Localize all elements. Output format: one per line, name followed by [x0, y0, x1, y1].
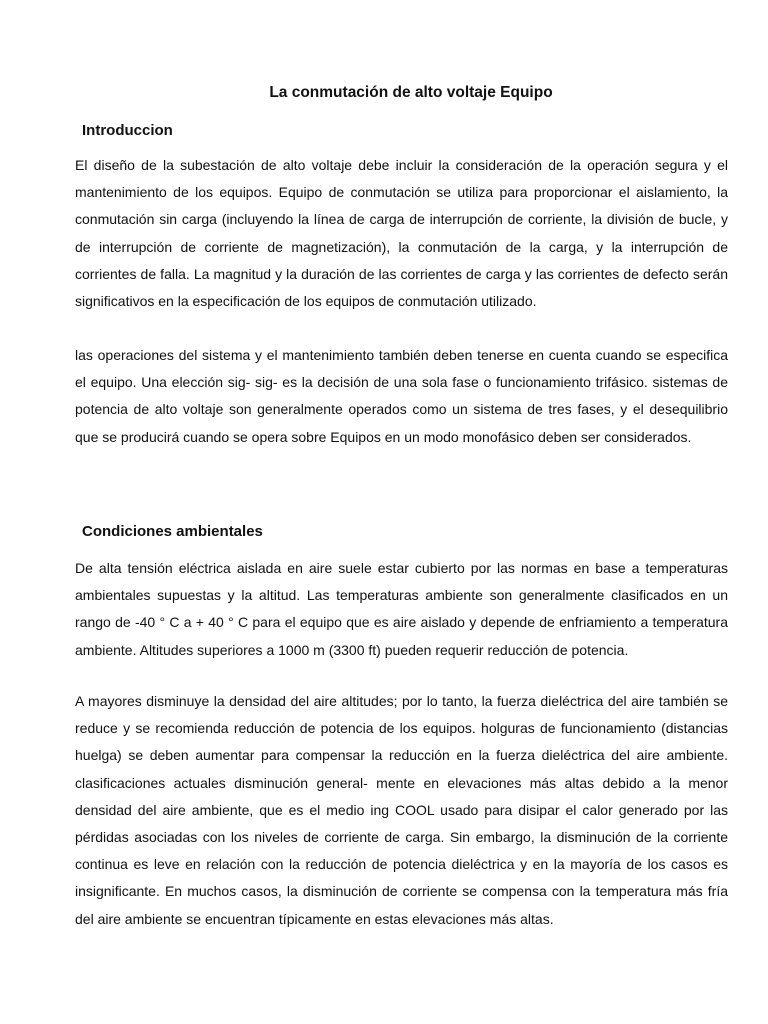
document-title: La conmutación de alto voltaje Equipo — [269, 84, 553, 101]
paragraph-env-2: A mayores disminuye la densidad del aire altitudes; por lo tanto, la fuerza dieléctrica del aire también se reduce y se recomienda reducción de potencia de los equipos. holguras de funcionamiento (distancias huelga) se deben aumentar para compensar la reducción en la fuerza dieléctrica del aire ambiente. clasificaciones actuales disminución general- mente en elevaciones más altas debido a la menor densidad del aire ambiente, que es el medio ing COOL usado para disipar el calor generado por las pérdidas asociadas con los niveles de corriente de carga. Sin embargo, la disminución de la corriente continua es leve en relación con la reducción de potencia dieléctrica y en la mayoría de los casos es insignificante. En muchos casos, la disminución de corriente se compensa con la temperatura más fría del aire ambiente se encuentran típicamente en estas elevaciones más altas. — [75, 693, 728, 927]
section-heading-condiciones-ambientales: Condiciones ambientales — [82, 523, 263, 540]
section-heading-introduccion: Introduccion — [82, 122, 173, 139]
paragraph-intro-1: El diseño de la subestación de alto voltaje debe incluir la consideración de la operación segura y el mantenimiento de los equipos. Equipo de conmutación se utiliza para proporcionar el aislamiento, la conmutación sin carga (incluyendo la línea de carga de interrupción de corriente, la división de bucle, y de interrupción de corriente de magnetización), la conmutación de la carga, y la interrupción de corrientes de falla. La magnitud y la duración de las corrientes de carga y las corrientes de defecto serán significativos en la especificación de los equipos de conmutación utilizado. — [75, 157, 728, 310]
paragraph-env-1: De alta tensión eléctrica aislada en aire suele estar cubierto por las normas en base a temperaturas ambientales supuestas y la altitud. Las temperaturas ambiente son generalmente clasificados en un rango de -40 ° C a + 40 ° C para el equipo que es aire aislado y depende de enfriamiento a temperatura ambiente. Altitudes superiores a 1000 m (3300 ft) pueden requerir reducción de potencia. — [75, 560, 728, 658]
paragraph-intro-2: las operaciones del sistema y el mantenimiento también deben tenerse en cuenta cuando se especifica el equipo. Una elección sig- sig- es la decisión de una sola fase o funcionamiento trifásico. sistemas de potencia de alto voltaje son generalmente operados como un sistema de tres fases, y el desequilibrio que se producirá cuando se opera sobre Equipos en un modo monofásico deben ser considerados. — [75, 347, 728, 445]
